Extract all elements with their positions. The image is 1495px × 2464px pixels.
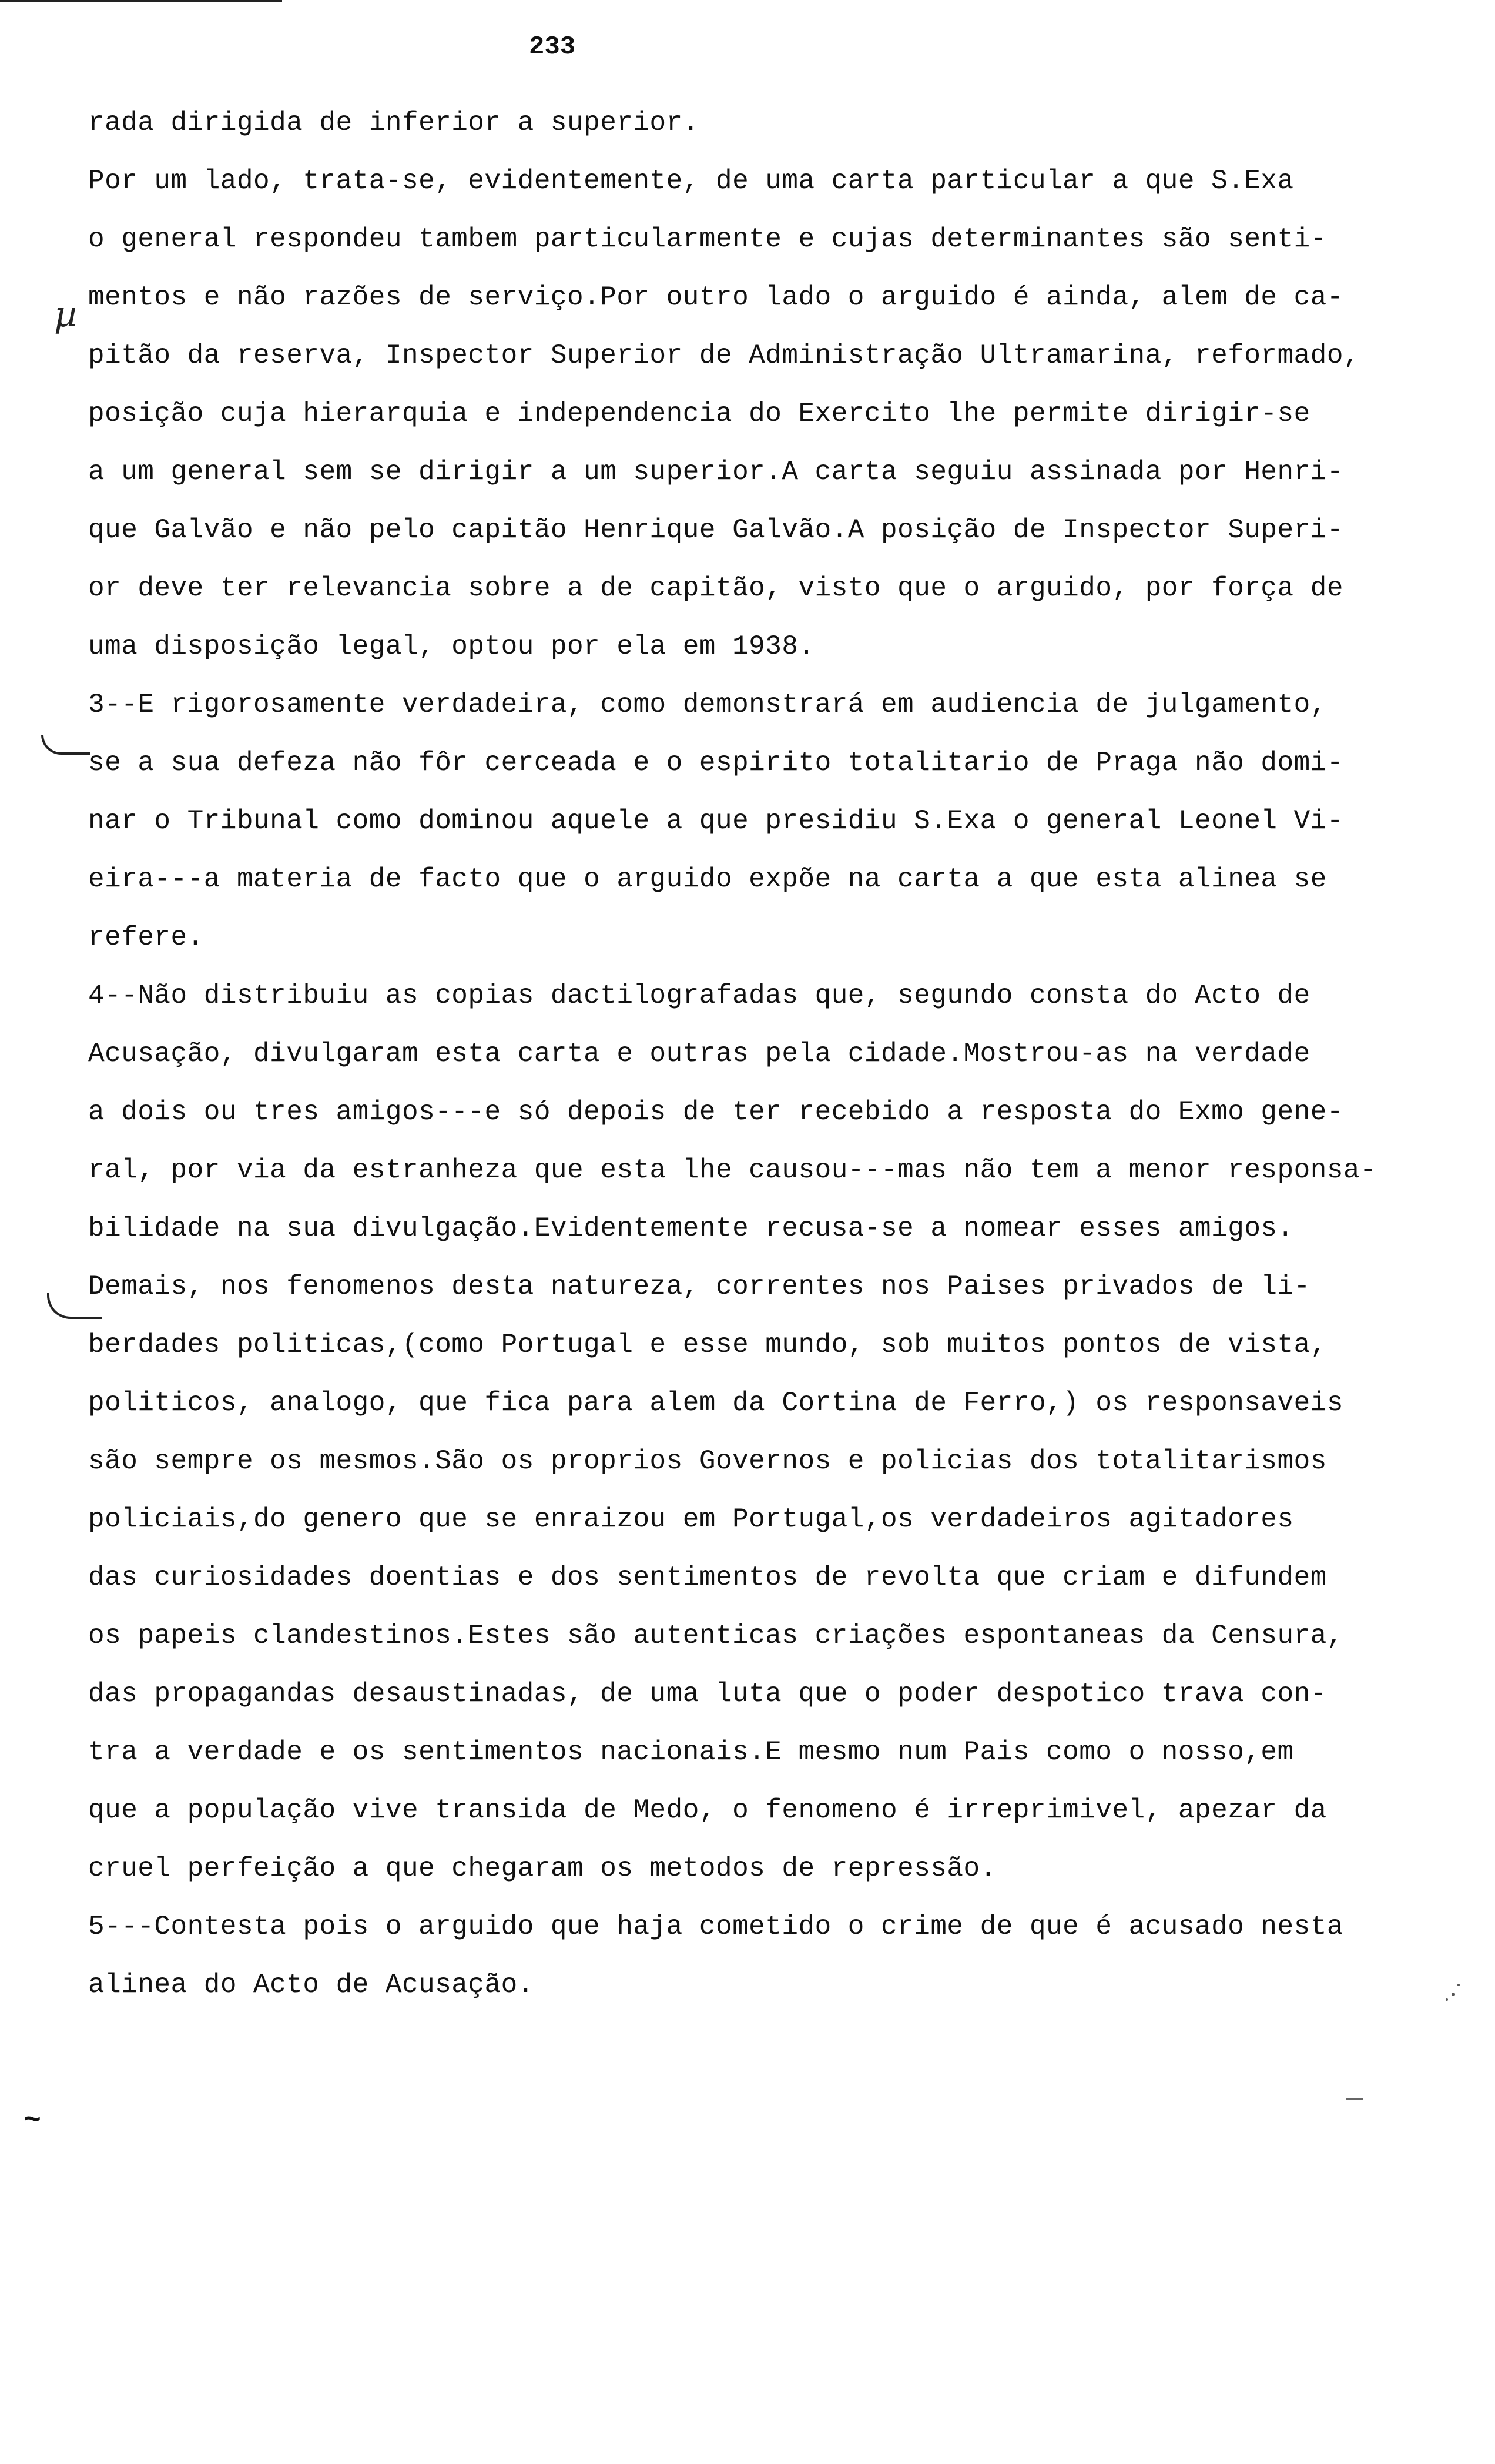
text-line: das curiosidades doentias e dos sentimentos de revolta que criam e difundem xyxy=(88,1562,1327,1593)
text-line: que Galvão e não pelo capitão Henrique Galvão.A posição de Inspector Superi- xyxy=(88,515,1343,545)
text-line: berdades politicas,(como Portugal e esse mundo, sob muitos pontos de vista, xyxy=(88,1330,1327,1360)
text-line: pitão da reserva, Inspector Superior de Administração Ultramarina, reformado, xyxy=(88,340,1360,371)
text-line: a um general sem se dirigir a um superior.A carta seguiu assinada por Henri- xyxy=(88,457,1343,487)
text-line: uma disposição legal, optou por ela em 1938. xyxy=(88,631,815,662)
text-line: ral, por via da estranheza que esta lhe causou---mas não tem a menor responsa- xyxy=(88,1155,1377,1186)
document-body xyxy=(88,94,1452,2014)
text-line: Por um lado, trata-se, evidentemente, de uma carta particular a que S.Exa xyxy=(88,166,1294,196)
text-line: politicos, analogo, que fica para alem da Cortina de Ferro,) os responsaveis xyxy=(88,1388,1343,1418)
text-line: posição cuja hierarquia e independencia do Exercito lhe permite dirigir-se xyxy=(88,399,1310,429)
text-line: cruel perfeição a que chegaram os metodos de repressão. xyxy=(88,1853,997,1884)
text-line: refere. xyxy=(88,922,204,953)
text-line: or deve ter relevancia sobre a de capitão, visto que o arguido, por força de xyxy=(88,573,1343,604)
text-line: mentos e não razões de serviço.Por outro lado o arguido é ainda, alem de ca- xyxy=(88,282,1343,313)
text-line: eira---a materia de facto que o arguido expõe na carta a que esta alinea se xyxy=(88,864,1327,895)
text-line: nar o Tribunal como dominou aquele a que presidiu S.Exa o general Leonel Vi- xyxy=(88,806,1343,836)
text-line: são sempre os mesmos.São os proprios Governos e policias dos totalitarismos xyxy=(88,1446,1327,1477)
ink-speck xyxy=(1452,1993,1455,1996)
text-line: alinea do Acto de Acusação. xyxy=(88,1970,534,2000)
text-line: 5---Contesta pois o arguido que haja cometido o crime de que é acusado nesta xyxy=(88,1911,1343,1942)
text-line: Acusação, divulgaram esta carta e outras pela cidade.Mostrou-as na verdade xyxy=(88,1039,1310,1069)
margin-dash xyxy=(1346,2098,1363,2100)
text-line: policiais,do genero que se enraizou em Portugal,os verdadeiros agitadores xyxy=(88,1504,1294,1535)
text-line: tra a verdade e os sentimentos nacionais.E mesmo num Pais como o nosso,em xyxy=(88,1737,1294,1767)
text-line: que a população vive transida de Medo, o fenomeno é irreprimivel, apezar da xyxy=(88,1795,1327,1826)
top-rule xyxy=(0,0,282,2)
text-line: das propagandas desaustinadas, de uma luta que o poder despotico trava con- xyxy=(88,1679,1327,1709)
text-line: a dois ou tres amigos---e só depois de ter recebido a resposta do Exmo gene- xyxy=(88,1097,1343,1127)
text-line: 4--Não distribuiu as copias dactilografadas que, segundo consta do Acto de xyxy=(88,980,1310,1011)
ink-speck xyxy=(1457,1984,1460,1986)
corner-mark: ~ xyxy=(24,2104,42,2138)
page-number: 233 xyxy=(529,32,576,62)
text-line: rada dirigida de inferior a superior. xyxy=(88,108,699,138)
text-line: 3--E rigorosamente verdadeira, como demonstrará em audiencia de julgamento, xyxy=(88,689,1327,720)
text-line: bilidade na sua divulgação.Evidentemente recusa-se a nomear esses amigos. xyxy=(88,1213,1294,1244)
text-line: Demais, nos fenomenos desta natureza, correntes nos Paises privados de li- xyxy=(88,1271,1310,1302)
text-line: o general respondeu tambem particularmente e cujas determinantes são senti- xyxy=(88,224,1327,255)
margin-annotation-mark: µ xyxy=(54,294,77,335)
text-line: se a sua defeza não fôr cerceada e o espirito totalitario de Praga não domi- xyxy=(88,748,1343,778)
margin-hook-mark xyxy=(41,735,90,755)
text-line: os papeis clandestinos.Estes são autenticas criações espontaneas da Censura, xyxy=(88,1621,1343,1651)
